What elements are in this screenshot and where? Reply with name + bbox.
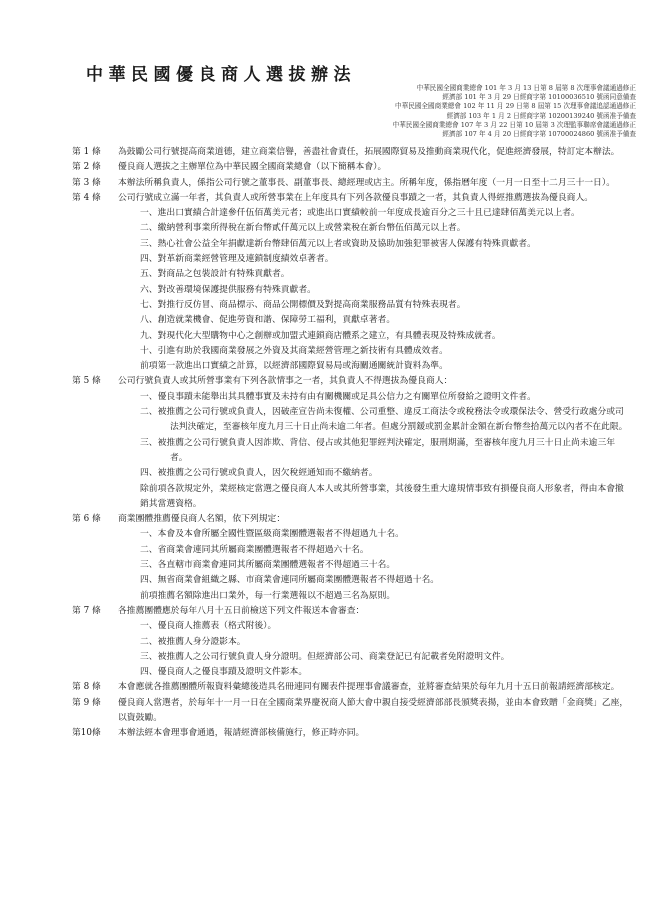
- article-number: 第 4 條: [72, 192, 101, 203]
- amendment-history: [196, 84, 636, 139]
- article-item: 三、各直轄市商業會連同其所屬商業團體選報者不得超過三十名。: [140, 560, 396, 571]
- article-item: 五、對商品之包裝設計有特殊貢獻者。: [140, 269, 290, 280]
- article-text: 公司行號負責人或其所營事業有下列各款情事之一者，其負責人不得選拔為優良商人：: [118, 376, 453, 387]
- article: [72, 726, 630, 741]
- article-number: 第 9 條: [72, 697, 101, 708]
- article: [72, 604, 630, 680]
- article-item: 一、優良商人推薦表（格式附後）。: [140, 621, 277, 632]
- article: [72, 680, 630, 695]
- history-line: 中華民國全國商業總會 102 年 11 月 29 日第 8 屆第 15 次理事會議追認通過修正: [395, 102, 636, 111]
- article-item: 六、對改善環境保護提供服務有特殊貢獻者。: [140, 284, 316, 295]
- article-text: 商業團體推薦優良商人名額，依下列規定：: [118, 514, 286, 525]
- article-item: 十、引進有助於我國商業發展之外資及其商業經營管理之新技術有具體成效者。: [140, 345, 448, 356]
- history-line: 經濟部 101 年 3 月 29 日經商字第 10100036510 號函同意備查: [442, 93, 636, 102]
- article-item: 一、進出口實績合計達參仟伍佰萬美元者；或進出口實績較前一年度成長逾百分之三十且已達肆佰萬美元以上者。: [140, 208, 580, 219]
- article-number: 第 5 條: [72, 376, 101, 387]
- article-text: 各推薦團體應於每年八月十五日前檢送下列文件報送本會審查：: [118, 605, 365, 616]
- article: [72, 696, 630, 727]
- article-item: 八、創造就業機會、促進勞資和諧、保障勞工福利，貢獻卓著者。: [140, 315, 396, 326]
- article-number: 第 6 條: [72, 514, 101, 525]
- article-number: 第 1 條: [72, 147, 101, 157]
- article-number: 第10條: [72, 728, 101, 739]
- article-number: 第 7 條: [72, 605, 101, 616]
- history-line: 經濟部 107 年 4 月 20 日經商字第 10700024860 號函准予備查: [442, 130, 636, 139]
- article-item: 二、省商業會連同其所屬商業團體選報者不得超過六十名。: [140, 544, 369, 555]
- article: [72, 191, 630, 375]
- document-title: 中華民國優良商人選拔辦法: [86, 65, 356, 85]
- article-note: 前項第一款進出口實績之計算，以經濟部國際貿易局或海關通關統計資料為準。: [140, 361, 448, 372]
- article-number: 第 8 條: [72, 682, 101, 693]
- article-number: 第 3 條: [72, 177, 101, 188]
- article: [72, 160, 630, 175]
- article: [72, 374, 630, 512]
- article-item: 三、被推薦之公司行號負責人因詐欺、背信、侵占或其他犯罪經判決確定，服刑期滿，至審核年度九月三十日止尚未逾三年者。: [140, 437, 616, 463]
- history-line: 中華民國全國商業總會 101 年 3 月 13 日第 8 屆第 8 次理事會議通過修正: [416, 84, 636, 92]
- article-text: 本辦法經本會理事會通過，報請經濟部核備施行，修正時亦同。: [118, 728, 365, 739]
- article: [72, 512, 630, 604]
- article-text: 本辦法所稱負責人，係指公司行號之董事長、副董事長、總經理或店主。所稱年度，係指曆年度（一月一日至十二月三十一日）。: [118, 177, 616, 188]
- article-item: 七、對推行反仿冒、商品標示、商品公開標價及對提高商業服務品質有特殊表現者。: [140, 299, 466, 310]
- article-item: 四、對革新商業經營管理及連鎖制度績效卓著者。: [140, 254, 334, 265]
- history-line: 經濟部 103 年 1 月 2 日經商字第 10200139240 號函准予備查: [446, 111, 636, 120]
- article-note: 前項推薦名額除進出口業外，每一行業選報以不超過三名為原則。: [140, 590, 396, 601]
- article-note: 除前項各款規定外，業經核定當選之優良商人本人或其所營事業，其後發生重大違規情事致有損優良商人形象者，得由本會撤銷其當選資格。: [140, 483, 624, 509]
- article-text: 優良商人當選者，於每年十一月一日在全國商業界慶祝商人節大會中親自接受經濟部部長頒獎表揚，並由本會致贈「金商獎」乙座，以資鼓勵。: [118, 697, 629, 723]
- article-item: 四、被推薦之公司行號或負責人，因欠稅經通知而不繳納者。: [140, 468, 378, 479]
- article-item: 一、本會及本會所屬全國性暨區級商業團體選報者不得超過九十名。: [140, 529, 404, 540]
- article-text: 本會應就各推薦團體所報資料彙總後造具名冊連同有關表件提理事會議審查，並將審查結果於每年九月十五日前報請經濟部核定。: [118, 682, 620, 693]
- article-item: 一、優良事蹟未能舉出其具體事實及未持有由有關機關或足具公信力之有關單位所發給之證明文件者。: [140, 391, 536, 402]
- article: [72, 145, 630, 160]
- article-text: 為鼓勵公司行號提高商業道德，建立商業信譽，善盡社會責任，拓展國際貿易及推動商業現代化，促進經濟發展，特訂定本辦法。: [118, 147, 620, 157]
- article-item: 二、繳納營利事業所得稅在新台幣貳仟萬元以上或營業稅在新台幣伍佰萬元以上者。: [140, 223, 466, 234]
- article-text: 優良商人選拔之主辦單位為中華民國全國商業總會（以下簡稱本會）。: [118, 162, 387, 173]
- history-line: 中華民國全國商業總會 107 年 3 月 22 日第 10 屆第 3 次理監事聯席會議通過修正: [392, 120, 636, 129]
- article-item: 三、熱心社會公益全年捐獻達新台幣肆佰萬元以上者或資助及協助加強犯罪被害人保護有特殊貢獻者。: [140, 238, 536, 249]
- article: [72, 176, 630, 191]
- article-item: 二、被推薦之公司行號或負責人，因破產宣告尚未復權、公司重整、違反工商法令或稅務法令或環保法令、營受行政處分或司法判決確定，至審核年度九月三十日止尚未逾二年者。但處分罰鍰或罰金累計金額在新台幣叁拾萬元以內者不在此限。: [140, 407, 628, 433]
- article-item: 三、被推薦人之公司行號負責人身分證明。但經濟部公司、商業登記已有記載者免附證明文件。: [140, 651, 510, 662]
- articles-body: [72, 145, 630, 742]
- article-item: 九、對現代化大型購物中心之創辦或加盟式連鎖商店體系之建立，有具體表現及特殊成就者。: [140, 330, 501, 341]
- article-item: 四、優良商人之優良事蹟及證明文件影本。: [140, 667, 308, 678]
- article-item: 二、被推薦人身分證影本。: [140, 636, 246, 647]
- article-text: 公司行號成立滿一年者，其負責人或所營事業在上年度具有下列各款優良事蹟之一者，其負責人得經推薦選拔為優良商人。: [118, 192, 594, 203]
- article-number: 第 2 條: [72, 162, 101, 173]
- article-item: 四、無省商業會組織之縣、市商業會連同所屬商業團體選報者不得超過十名。: [140, 575, 440, 586]
